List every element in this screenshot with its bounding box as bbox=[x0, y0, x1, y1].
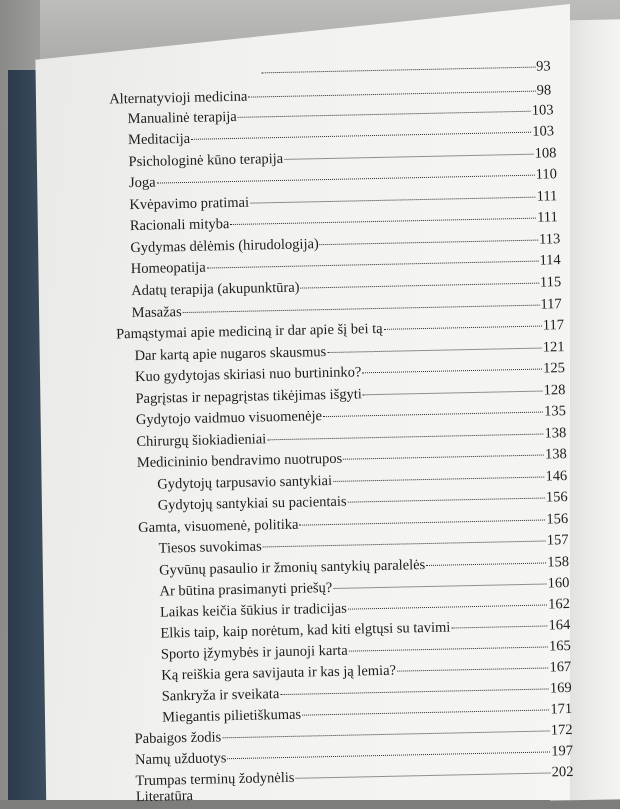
toc-title: Kuo gydytojas skiriasi nuo burtininko? bbox=[134, 364, 362, 386]
toc-row bbox=[261, 57, 551, 81]
toc-dots bbox=[301, 283, 539, 289]
toc-dots bbox=[363, 391, 543, 396]
toc-dots bbox=[222, 730, 550, 738]
toc-dots bbox=[191, 132, 531, 140]
toc-dots bbox=[451, 625, 547, 628]
toc-title: Gydytojų tarpusavio santykiai bbox=[157, 472, 333, 493]
toc-dots bbox=[207, 261, 539, 269]
toc-title: Sankryža ir sveikata bbox=[161, 686, 280, 705]
toc-dots bbox=[333, 477, 544, 482]
toc-page-number: 114 bbox=[539, 252, 561, 269]
toc-dots bbox=[362, 369, 542, 374]
toc-title: Namų užduotys bbox=[134, 750, 227, 769]
toc-title: Gamta, visuomenė, politika bbox=[138, 516, 299, 537]
toc-page-number: 165 bbox=[548, 638, 571, 655]
toc-page-number: 138 bbox=[544, 446, 567, 463]
toc-page-number: 169 bbox=[549, 679, 572, 697]
toc-title: Meditacija bbox=[127, 130, 191, 149]
toc-page-number: 171 bbox=[550, 700, 573, 718]
toc-page-number: 98 bbox=[536, 82, 552, 99]
toc-page-number: 110 bbox=[535, 166, 558, 183]
toc-dots bbox=[348, 498, 545, 503]
toc-dots bbox=[227, 751, 550, 759]
toc-page-number: 111 bbox=[536, 188, 558, 205]
toc-dots bbox=[183, 305, 540, 313]
toc-dots bbox=[302, 709, 549, 715]
toc-title: Homeopatija bbox=[130, 259, 206, 278]
toc-page-number: 146 bbox=[545, 468, 568, 485]
toc-dots bbox=[280, 688, 549, 695]
toc-title: Manualinė terapija bbox=[127, 108, 237, 128]
toc-dots bbox=[299, 520, 545, 526]
toc-page-number: 156 bbox=[546, 511, 569, 528]
toc-title: Gydymas dėlėmis (hirudologija) bbox=[130, 236, 319, 257]
toc-title: Pamąstymai apie mediciną ir dar apie šį bei tą bbox=[115, 320, 383, 343]
toc-title: Adatų terapija (akupunktūra) bbox=[131, 279, 300, 300]
toc-title: Ar būtina prasimanyti priešų? bbox=[159, 579, 333, 600]
toc-dots bbox=[426, 563, 546, 567]
toc-page-number: 202 bbox=[551, 763, 574, 781]
toc-dots bbox=[323, 412, 543, 418]
toc-title: Alternatyvioji medicina bbox=[109, 88, 248, 108]
toc-title: Gyvūnų pasaulio ir žmonių santykių paralelės bbox=[158, 557, 426, 579]
toc-title: Sporto įžymybės ir jaunoji karta bbox=[160, 642, 348, 663]
toc-dots bbox=[194, 789, 573, 797]
toc-page-number: 197 bbox=[551, 742, 574, 760]
toc-page-number: 157 bbox=[546, 532, 569, 549]
toc-dots bbox=[295, 772, 550, 778]
toc-page-number: 117 bbox=[542, 317, 565, 334]
toc-dots bbox=[397, 667, 549, 671]
toc-page-number: 111 bbox=[536, 209, 558, 226]
toc-page-number: 160 bbox=[547, 575, 570, 592]
toc-page-number: 115 bbox=[539, 274, 562, 291]
toc-dots bbox=[267, 434, 543, 441]
toc-title: Racionali mityba bbox=[129, 216, 230, 235]
toc-page-number: 103 bbox=[531, 102, 554, 119]
toc-dots bbox=[262, 67, 535, 74]
toc-page-number: 164 bbox=[548, 617, 571, 634]
toc-dots bbox=[384, 326, 542, 330]
toc-title: Literatūra bbox=[135, 787, 194, 806]
toc-page-number: 108 bbox=[534, 145, 557, 162]
toc-dots bbox=[248, 91, 535, 98]
toc-dots bbox=[343, 455, 544, 460]
toc-page-number: 135 bbox=[543, 403, 567, 420]
toc-page-number: 113 bbox=[538, 231, 561, 248]
toc-title: Laikas keičia šūkius ir tradicijas bbox=[159, 600, 347, 621]
toc-page-number: 156 bbox=[545, 489, 568, 506]
toc-dots bbox=[230, 218, 536, 225]
toc-dots bbox=[238, 111, 531, 118]
toc-dots bbox=[157, 175, 535, 184]
toc-page-number: 128 bbox=[543, 382, 566, 399]
toc-dots bbox=[284, 154, 534, 160]
toc-title: Pagrįstas ir nepagrįstas tikėjimas išgyti bbox=[135, 386, 362, 408]
toc-title: Chirurgų šiokiadieniai bbox=[136, 431, 267, 451]
toc-title: Gydytojų santykiai su pacientais bbox=[157, 493, 347, 514]
toc-title: Masažas bbox=[131, 304, 182, 322]
toc-page-number: 167 bbox=[549, 659, 572, 676]
toc-page-number: 158 bbox=[547, 554, 570, 571]
toc-title: Joga bbox=[128, 174, 156, 192]
toc-title: Pabaigos žodis bbox=[134, 729, 222, 748]
toc-dots bbox=[320, 240, 538, 246]
toc-dots bbox=[349, 646, 548, 651]
toc-title: Medicininio bendravimo nuotrupos bbox=[136, 450, 343, 472]
toc-title: Elkis taip, kaip norėtum, kad kiti elgtųsi su tavimi bbox=[160, 619, 451, 642]
toc-page-number: 121 bbox=[542, 339, 565, 356]
toc-page-number: 138 bbox=[544, 425, 567, 442]
toc-dots bbox=[348, 604, 547, 609]
toc-page-number: 172 bbox=[550, 721, 573, 739]
toc-page-number: 162 bbox=[547, 596, 571, 613]
toc-dots bbox=[327, 348, 542, 353]
toc-title: Kvėpavimo pratimai bbox=[129, 194, 250, 214]
toc-dots bbox=[263, 541, 546, 548]
toc-page-number: 93 bbox=[535, 58, 551, 75]
toc-title: Tiesos suvokimas bbox=[158, 538, 262, 557]
toc-title: Ką reiškia gera savijauta ir kas ją lemia? bbox=[161, 662, 397, 684]
toc-dots bbox=[333, 583, 546, 588]
toc-title: Dar kartą apie nugaros skausmus bbox=[134, 344, 327, 365]
toc-title: Psichologinė kūno terapija bbox=[128, 150, 284, 171]
toc-page-number: 103 bbox=[532, 123, 555, 140]
toc-title: Trumpas terminų žodynėlis bbox=[135, 769, 295, 790]
toc-page-number: 125 bbox=[543, 360, 566, 377]
toc-dots bbox=[250, 197, 536, 204]
toc-title: Gydytojo vaidmuo visuomenėje bbox=[135, 408, 323, 429]
toc-page-number: 117 bbox=[540, 296, 562, 313]
toc-title: Miegantis pilietiškumas bbox=[162, 706, 302, 726]
